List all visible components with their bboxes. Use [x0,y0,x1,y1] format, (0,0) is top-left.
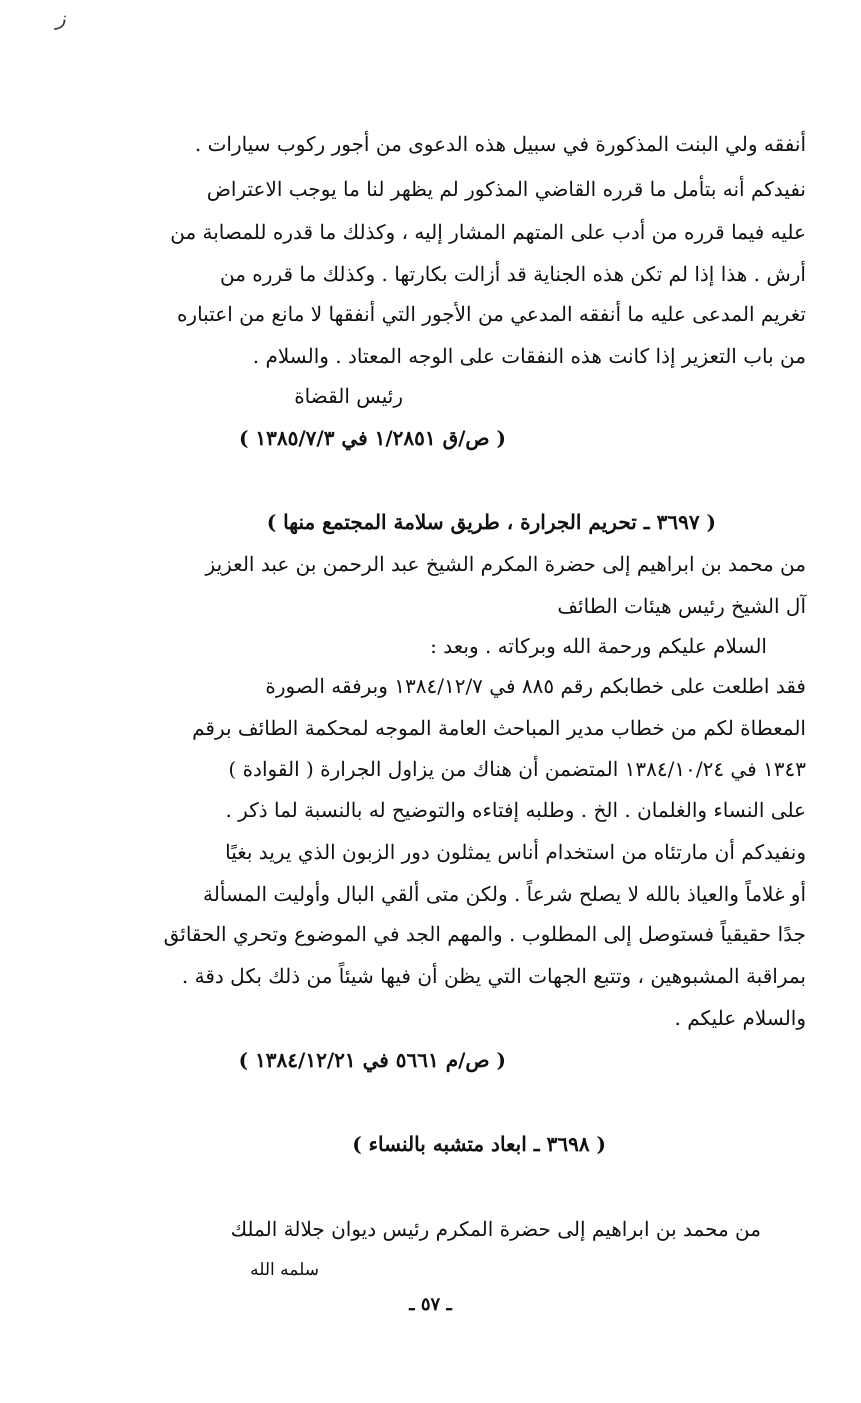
letter1-line: أرش . هذا إذا لم تكن هذه الجناية قد أزالت بكارتها . وكذلك ما قرره من [220,262,806,286]
letter2-line: آل الشيخ رئيس هيئات الطائف [557,594,806,618]
letter1-line: من باب التعزير إذا كانت هذه النفقات على الوجه المعتاد . والسلام . [252,344,806,368]
letter3-line: من محمد بن ابراهيم إلى حضرة المكرم رئيس ديوان جلالة الملك [230,1217,761,1241]
letter1-line: عليه فيما قرره من أدب على المتهم المشار إليه ، وكذلك ما قدره للمصابة من [170,220,806,244]
reference-number: ( ص/م ٥٦٦١ في ١٣٨٤/١٢/٢١ ) [238,1048,506,1072]
section-heading: ( ٣٦٩٨ ـ ابعاد متشبه بالنساء ) [352,1132,606,1156]
letter2-line: أو غلاماً والعياذ بالله لا يصلح شرعاً . ولكن متى ألقي البال وأوليت المسألة [203,882,806,906]
letter2-line: ١٣٤٣ في ١٣٨٤/١٠/٢٤ المتضمن أن هناك من يزاول الجرارة ( القوادة ) [228,757,806,781]
letter2-line: جدًا حقيقياً فستوصل إلى المطلوب . والمهم الجد في الموضوع وتحري الحقائق [163,922,806,946]
letter2-line: ونفيدكم أن مارتئاه من استخدام أناس يمثلون دور الزبون الذي يريد بغيًا [225,840,806,864]
corner-mark: ز [56,6,66,30]
letter2-line: من محمد بن ابراهيم إلى حضرة المكرم الشيخ عبد الرحمن بن عبد العزيز [205,552,806,576]
letter1-line: أنفقه ولي البنت المذكورة في سبيل هذه الدعوى من أجور ركوب سيارات . [194,132,806,156]
letter1-line: نفيدكم أنه بتأمل ما قرره القاضي المذكور لم يظهر لنا ما يوجب الاعتراض [206,177,806,201]
page-number: ـ ٥٧ ـ [409,1294,452,1315]
letter2-line: المعطاة لكم من خطاب مدير المباحث العامة الموجه لمحكمة الطائف برقم [192,716,806,740]
section-heading: ( ٣٦٩٧ ـ تحريم الجرارة ، طريق سلامة المجتمع منها ) [266,510,716,534]
signature: رئيس القضاة [294,384,403,408]
letter2-line: السلام عليكم ورحمة الله وبركاته . وبعد : [430,634,767,658]
letter3-line: سلمه الله [250,1260,319,1280]
letter2-line: فقد اطلعت على خطابكم رقم ٨٨٥ في ١٣٨٤/١٢/٧ وبرفقه الصورة [265,674,806,698]
letter2-line: بمراقبة المشبوهين ، وتتبع الجهات التي يظن أن فيها شيئاً من ذلك بكل دقة . [181,964,806,988]
letter2-line: والسلام عليكم . [674,1006,806,1030]
reference-number: ( ص/ق ١/٢٨٥١ في ١٣٨٥/٧/٣ ) [238,426,506,450]
letter2-line: على النساء والغلمان . الخ . وطلبه إفتاءه والتوضيح له بالنسبة لما ذكر . [225,798,806,822]
letter1-line: تغريم المدعى عليه ما أنفقه المدعي من الأجور التي أنفقها لا مانع من اعتباره [176,302,806,326]
